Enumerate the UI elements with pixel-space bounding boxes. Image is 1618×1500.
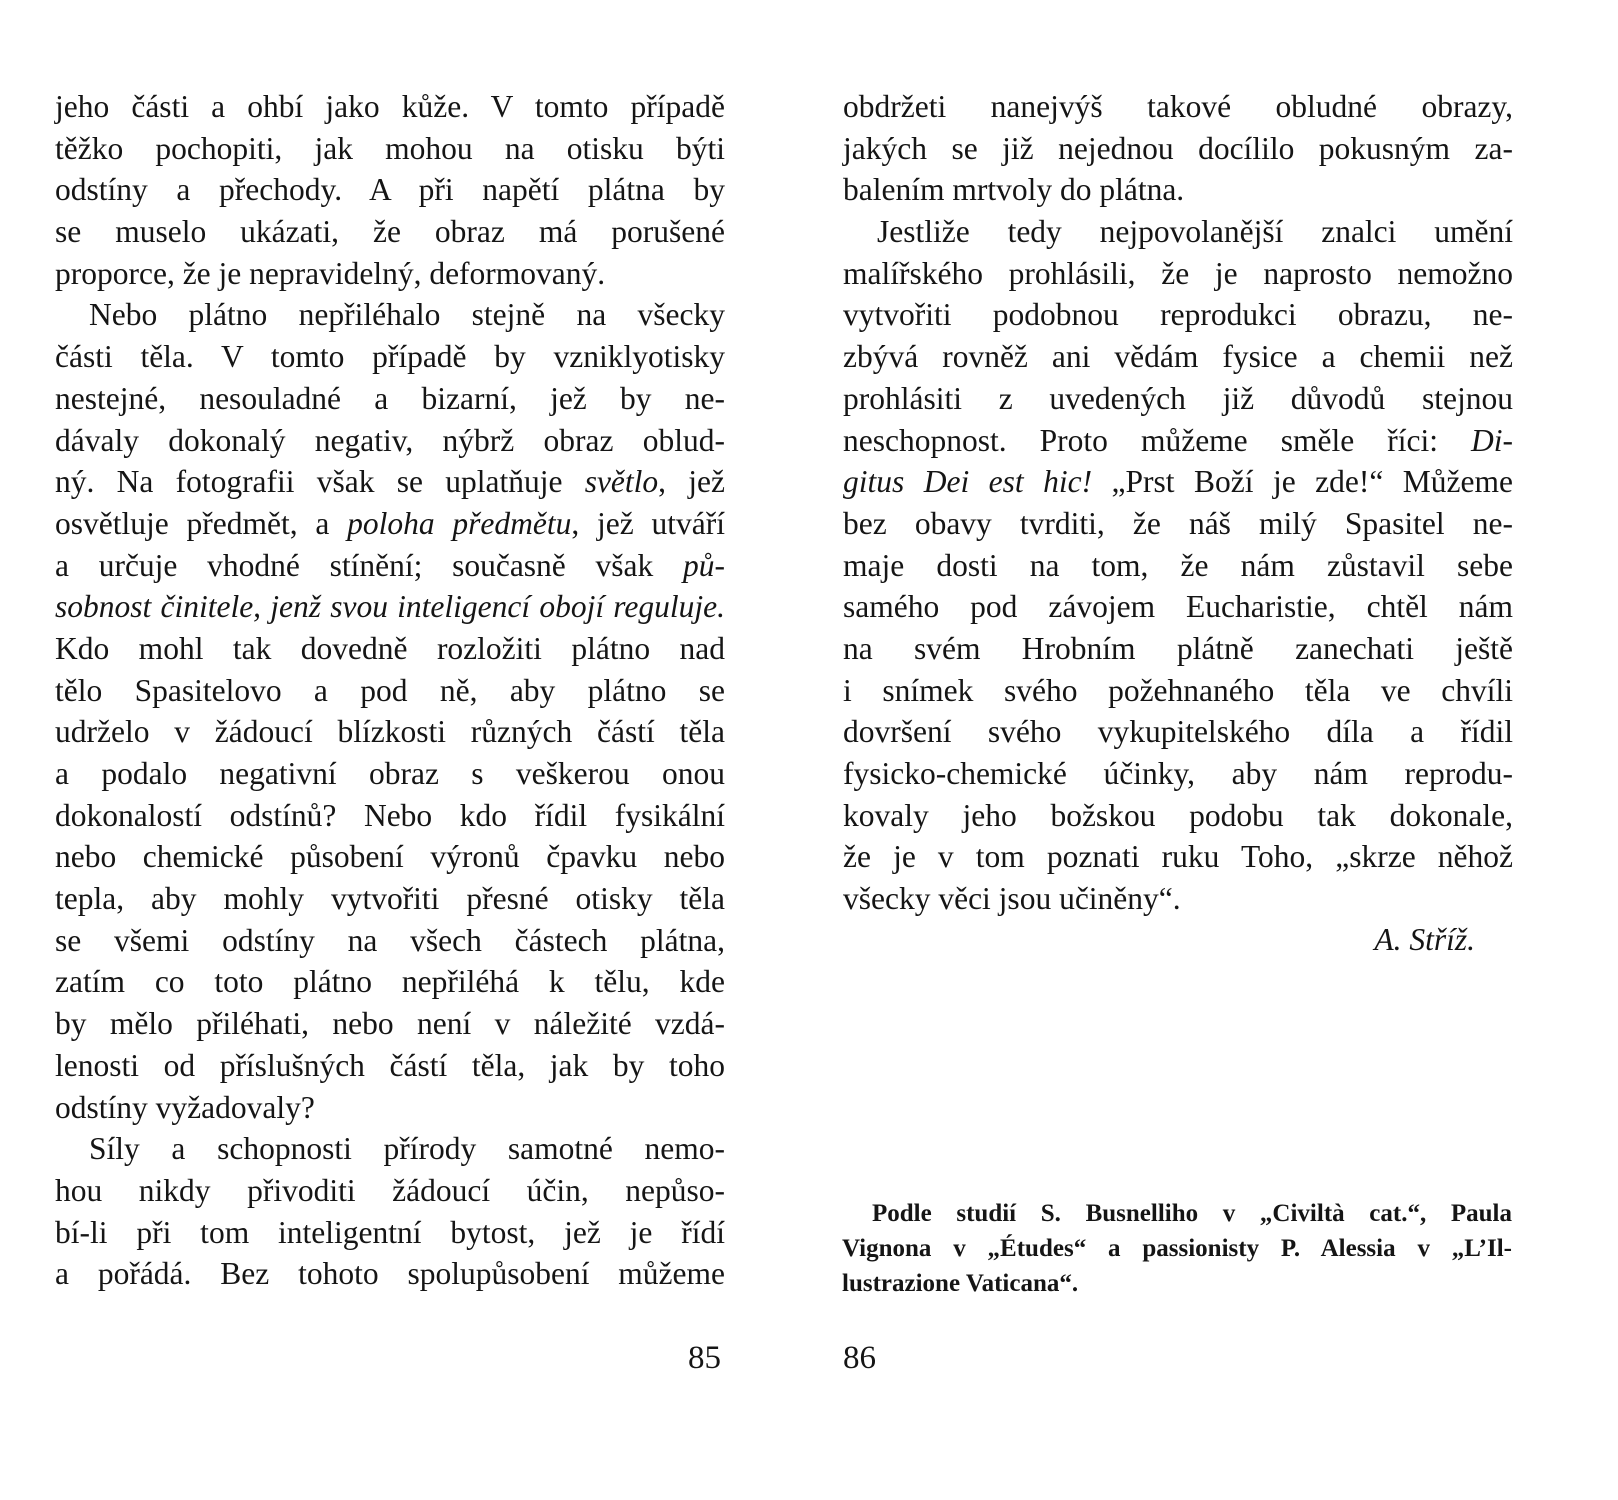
text-line bbox=[843, 128, 1513, 170]
text-segment: proporce, že je nepravidelný, deformovaný. bbox=[55, 255, 606, 291]
text-line bbox=[843, 336, 1513, 378]
text-segment: Kdo mohl tak dovedně rozložiti plátno nad bbox=[55, 630, 725, 666]
text-line bbox=[55, 878, 725, 920]
text-line bbox=[55, 753, 725, 795]
text-line bbox=[55, 503, 725, 545]
page-number-left: 85 bbox=[688, 1340, 721, 1376]
text-segment: se muselo ukázati, že obraz má porušené bbox=[55, 214, 725, 250]
text-segment: nestejné, nesouladné a bizarní, jež by ne- bbox=[55, 380, 725, 416]
text-line bbox=[843, 294, 1513, 336]
text-segment: lenosti od příslušných částí těla, jak by toho bbox=[55, 1047, 725, 1083]
text-line bbox=[843, 503, 1513, 545]
text-line bbox=[843, 586, 1513, 628]
text-line bbox=[843, 86, 1513, 128]
text-line bbox=[843, 836, 1513, 878]
text-segment: neschopnost. Proto můžeme směle říci: bbox=[843, 422, 1471, 458]
text-line bbox=[55, 836, 725, 878]
text-line bbox=[55, 336, 725, 378]
text-segment: dávaly dokonalý negativ, nýbrž obraz oblud- bbox=[55, 422, 725, 458]
text-segment: maje dosti na tom, že nám zůstavil sebe bbox=[843, 547, 1513, 583]
text-line bbox=[55, 670, 725, 712]
text-segment: obdržeti nanejvýš takové obludné obrazy, bbox=[843, 89, 1513, 124]
text-line bbox=[55, 1003, 725, 1045]
text-segment: bí-li při tom inteligentní bytost, jež je řídí bbox=[55, 1214, 725, 1250]
text-line bbox=[55, 1045, 725, 1087]
italic-text: poloha předmětu bbox=[347, 505, 572, 541]
text-segment: , jež utváří bbox=[571, 505, 725, 541]
text-segment: jeho části a ohbí jako kůže. V tomto případě bbox=[55, 89, 725, 124]
text-segment: na svém Hrobním plátně zanechati ještě bbox=[843, 630, 1513, 666]
text-line bbox=[843, 628, 1513, 670]
text-line bbox=[55, 294, 725, 336]
text-segment: zbývá rovněž ani vědám fysice a chemii než bbox=[843, 339, 1513, 375]
text-line bbox=[55, 795, 725, 837]
text-segment: odstíny a přechody. A při napětí plátna by bbox=[55, 172, 725, 208]
text-segment: vytvořiti podobnou reprodukci obrazu, ne- bbox=[843, 297, 1513, 333]
text-line bbox=[55, 128, 725, 170]
italic-text: gitus Dei est hic! bbox=[843, 464, 1093, 500]
text-line bbox=[843, 878, 1513, 920]
text-segment: odstíny vyžadovaly? bbox=[55, 1089, 315, 1125]
text-segment: že je v tom poznati ruku Toho, „skrze něhož bbox=[843, 839, 1513, 875]
text-line bbox=[55, 461, 725, 503]
text-segment: Síly a schopnosti přírody samotné nemo- bbox=[89, 1131, 725, 1167]
footnote-line: Podle studií S. Busnelliho v „Civiltà cat.“, Paula bbox=[872, 1200, 1512, 1227]
text-segment: prohlásiti z uvedených již důvodů stejnou bbox=[843, 380, 1513, 416]
text-line bbox=[843, 795, 1513, 837]
source-footnote bbox=[842, 1196, 1512, 1301]
text-line bbox=[843, 461, 1513, 503]
text-line bbox=[55, 961, 725, 1003]
text-line bbox=[55, 169, 725, 211]
text-line bbox=[55, 1212, 725, 1254]
italic-text: Di- bbox=[1471, 422, 1513, 458]
text-segment: ný. Na fotografii však se uplatňuje bbox=[55, 464, 585, 500]
text-segment: samého pod závojem Eucharistie, chtěl nám bbox=[843, 589, 1513, 625]
text-segment: tepla, aby mohly vytvořiti přesné otisky těla bbox=[55, 881, 725, 917]
text-segment: části těla. V tomto případě by vzniklyotisky bbox=[55, 339, 725, 375]
author-signature: A. Stříž. bbox=[1374, 922, 1475, 957]
text-line bbox=[55, 253, 725, 295]
text-segment: a podalo negativní obraz s veškerou onou bbox=[55, 756, 725, 791]
text-segment: jakých se již nejednou docílilo pokusným za- bbox=[843, 130, 1513, 166]
text-segment: se všemi odstíny na všech částech plátna, bbox=[55, 922, 725, 958]
text-segment: zatím co toto plátno nepřiléhá k tělu, kde bbox=[55, 964, 725, 1000]
text-line bbox=[843, 378, 1513, 420]
footnote-line: Vignona v „Études“ a passionisty P. Alessia v „L’Il- bbox=[842, 1235, 1512, 1262]
text-segment: fysicko-chemické účinky, aby nám reprodu- bbox=[843, 756, 1513, 791]
text-line bbox=[843, 420, 1513, 462]
text-line bbox=[843, 253, 1513, 295]
text-line bbox=[55, 86, 725, 128]
text-segment: kovaly jeho božskou podobu tak dokonale, bbox=[843, 797, 1513, 833]
text-segment: dokonalostí odstínů? Nebo kdo řídil fysikální bbox=[55, 797, 725, 833]
text-segment: udrželo v žádoucí blízkosti různých částí těla bbox=[55, 714, 725, 750]
text-line bbox=[55, 1128, 725, 1170]
text-segment: hou nikdy přivoditi žádoucí účin, nepůso- bbox=[55, 1172, 725, 1208]
text-segment: dovršení svého vykupitelského díla a řídil bbox=[843, 714, 1513, 750]
text-segment: by mělo přiléhati, nebo není v náležité vzdá- bbox=[55, 1006, 725, 1042]
right-page-text bbox=[843, 86, 1513, 920]
text-segment: tělo Spasitelovo a pod ně, aby plátno se bbox=[55, 672, 725, 708]
text-segment: „Prst Boží je zde!“ Můžeme bbox=[1092, 464, 1513, 500]
text-segment: i snímek svého požehnaného těla ve chvíli bbox=[843, 672, 1513, 708]
text-line bbox=[55, 711, 725, 753]
text-segment: osvětluje předmět, a bbox=[55, 505, 348, 541]
text-segment: nebo chemické působení výronů čpavku nebo bbox=[55, 839, 725, 875]
text-segment: a určuje vhodné stínění; současně však bbox=[55, 547, 683, 583]
text-line bbox=[55, 628, 725, 670]
text-segment: bez obavy tvrditi, že náš milý Spasitel ne- bbox=[843, 505, 1513, 541]
text-line bbox=[843, 711, 1513, 753]
text-line bbox=[843, 169, 1513, 211]
text-segment: všecky věci jsou učiněny“. bbox=[843, 881, 1181, 917]
text-line bbox=[55, 1253, 725, 1295]
italic-text: pů- bbox=[683, 547, 725, 583]
text-line bbox=[843, 545, 1513, 587]
text-segment: balením mrtvoly do plátna. bbox=[843, 172, 1185, 208]
text-line bbox=[55, 545, 725, 587]
text-line bbox=[843, 753, 1513, 795]
text-line bbox=[55, 586, 725, 628]
text-line bbox=[55, 420, 725, 462]
italic-text: sobnost činitele, jenž svou inteligencí obojí reguluje. bbox=[55, 589, 725, 625]
text-segment: malířského prohlásili, že je naprosto nemožno bbox=[843, 255, 1513, 291]
text-line bbox=[55, 920, 725, 962]
page-number-right: 86 bbox=[843, 1340, 876, 1376]
footnote-line: lustrazione Vaticana“. bbox=[842, 1270, 1079, 1297]
text-line bbox=[55, 1087, 725, 1129]
text-line bbox=[55, 378, 725, 420]
text-segment: , jež bbox=[658, 464, 725, 500]
text-line bbox=[843, 670, 1513, 712]
text-line bbox=[843, 211, 1513, 253]
text-segment: Nebo plátno nepřiléhalo stejně na všecky bbox=[89, 297, 725, 333]
text-segment: těžko pochopiti, jak mohou na otisku býti bbox=[55, 130, 725, 166]
italic-text: světlo bbox=[584, 464, 659, 500]
left-page-text bbox=[55, 86, 725, 1295]
text-segment: a pořádá. Bez tohoto spolupůsobení můžeme bbox=[55, 1256, 725, 1292]
text-segment: Jestliže tedy nejpovolanější znalci umění bbox=[877, 214, 1513, 250]
text-line bbox=[55, 211, 725, 253]
text-line bbox=[55, 1170, 725, 1212]
